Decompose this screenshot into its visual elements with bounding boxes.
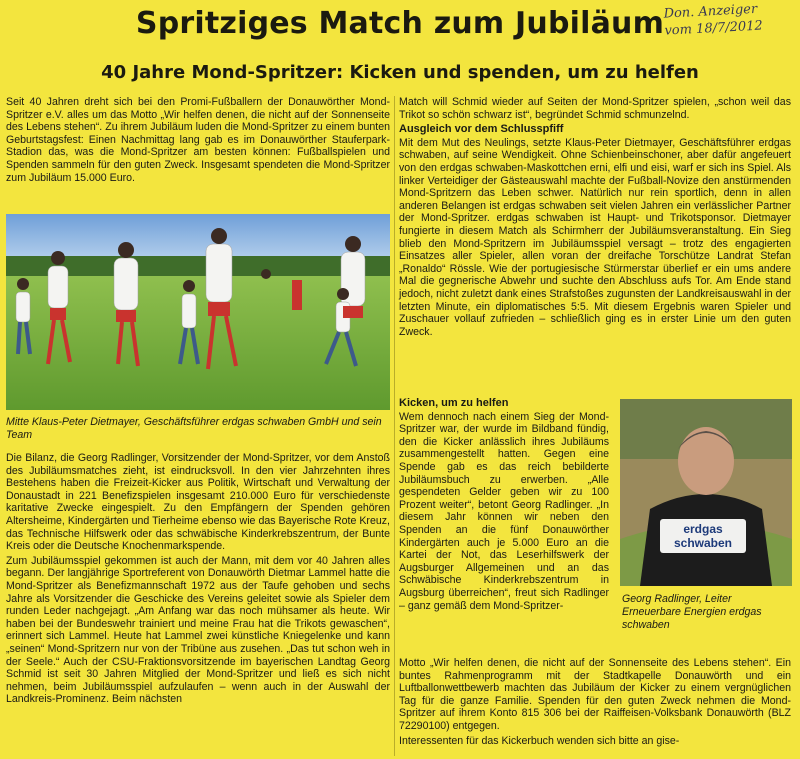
radlinger-paragraph: Die Bilanz, die Georg Radlinger, Vorsitzender der Mond-Spritzer, vor dem Anstoß des Jubiläumsmatches zieht, ist eindrucksvoll. In den vier Jahrzehnten ihres Bestehens haben die Freizeit-Kicker aus Politik, Wirtschaft und Verwaltung der Donaustadt in 221 Benefizspielen insgesamt 210.000 Euro für verschiedenste karitative Zwecke eingespielt. Zu den Empfängern der Spenden gehören Altersheime, Kindergärten und Tierheime ebenso wie das Bayerische Rote Kreuz, das Technische Hilfswerk oder das schwäbische Kinderkrebszentrum, der Bunte Kreis oder die Deutsche Knochenmarkspende.	[6, 452, 390, 553]
right-middle	[399, 396, 609, 614]
section-heading-kicken: Kicken, um zu helfen	[399, 397, 509, 409]
team-photo-graphic	[6, 214, 390, 410]
bildband-paragraph: Wem dennoch nach einem Sieg der Mond-Spritzer war, der wurde im Bildband fündig, den die Kicker anlässlich ihres Jubiläums zusammengestellt hatten. Gegen eine Spende gab es das reich bebilderte Jubiläumsbuch zu erwerben. „Alle gespendeten Gelder geben wir zu 100 Prozent weiter“, betont Georg Radlinger. „In diesem Jahr können wir neben den Spenden an die fünf Donauwörther Kindergärten auch je 5.000 Euro an die Kartei der Not, das Leserhilfswerk der Augsburger Allgemeinen und an das Schwäbische Kinderkrebszentrum in Augsburg überreichen“, freut sich Radlinger – ganz gemäß dem Mond-Spritzer-	[399, 410, 609, 612]
radlinger-photo-graphic	[620, 399, 792, 586]
radlinger-photo-caption: Georg Radlinger, Leiter Erneuerbare Energien erdgas schwaben	[622, 593, 762, 631]
schmid-paragraph: Match will Schmid wieder auf Seiten der Mond-Spritzer spielen, „schon weil das Trikot so schön schwarz ist“, begründet Schmid schmunzelnd.	[399, 96, 791, 121]
subheadline: 40 Jahre Mond-Spritzer: Kicken und spenden, um zu helfen	[101, 62, 699, 83]
right-bottom	[399, 657, 791, 757]
section-heading-ausgleich: Ausgleich vor dem Schlusspfiff	[399, 123, 564, 136]
lammel-paragraph: Zum Jubiläumsspiel gekommen ist auch der Mann, mit dem vor 40 Jahren alles begann. Der langjährige Sportreferent von Donauwörth Dietmar Lammel hatte die Mond-Spritzer als Benefizmannschaft 1972 aus der Taufe gehoben und sechs Jahre als Vorsitzender die Geschicke des Vereins geleitet sowie als Spieler dem runden Leder nachgejagt. „Am Anfang war das noch mühsamer als heute. Wir haben bei der Bundeswehr trainiert und meine Frau hat die Trikots gewaschen“, erinnert sich Lammel. Heute hat Lammel zwei künstliche Kniegelenke und kann „seinen“ Mond-Spritzern nur von der Tribüne aus zusehen. „Das tut schon weh in der Seele.“ Auch der CSU-Fraktionsvorsitzende im bayerischen Landtag Georg Schmid ist seit 30 Jahren Mitglied der Mond-Spritzer und ließ es sich nicht nehmen, beim Jubiläumsspiel aufzulaufen – wenn auch in der Auswahl der Landkreis-Prominenz. Beim nächsten	[6, 554, 390, 706]
handwritten-source: Don. Anzeiger	[663, 1, 758, 22]
intro-paragraph: Seit 40 Jahren dreht sich bei den Promi-Fußballern der Donauwörther Mond-Spritzer e.V. alles um das Motto „Wir helfen denen, die nicht auf der Sonnenseite des Lebens stehen“. Zu ihrem Jubiläum luden die Mond-Spritzer zu einem bunten Geburtstagsfest: Einen Nachmittag lang gab es im Donauwörther Stauferpark-Stadion das, was die Mond-Spritzer am besten können: Fußballspielen und Spenden sammeln für den guten Zweck. Insgesamt spendeten die Mond-Spritzer zum Jubiläum 15.000 Euro.	[6, 96, 390, 184]
kickerbuch-paragraph: Interessenten für das Kickerbuch wenden sich bitte an gise-	[399, 734, 680, 747]
left-body	[6, 452, 390, 756]
dietmayer-paragraph: Mit dem Mut des Neulings, setzte Klaus-Peter Dietmayer, Geschäftsführer erdgas schwaben, auf seine Wendigkeit. Ohne Schienbeinschoner, aber dafür angefeuert von den erdgas schwaben-Maskottchen erni, elfi und eisi, warf er sich ins Spiel. Als linker Verteidiger der Gästeauswahl machte der Fußball-Novize den anstürmenden Mond-Spritzern das Leben schwer. Natürlich nur rein sportlich, denn in allen anderen Belangen ist erdgas schwaben seit vielen Jahren ein verlässlicher Partner der Mond-Spritzer. erdgas schwaben ist Haupt- und Trikotsponsor. Dietmayer fungierte in diesem Match als Schirmherr der Jubiläumsveranstaltung. Ein Sieg blieb den Mond-Spritzern im Jubiläumsspiel versagt – trotz des engagierten Einsatzes aller Spieler, allen voran der dreifache Torschütze Landrat Stefan „Ronaldo“ Rössle. Wie der portugiesische Stürmerstar überlief er ein ums andere Mal die gegnerische Abwehr und suchte den Abschluss aufs Tor. Am Ende stand jedoch, nicht zuletzt dank eines Strafstoßes zugunsten der Landkreisauswahl in der letzten Minute, ein diplomatisches 5:5. Mit diesem Ergebnis waren Spieler und Zuschauer vollauf zufrieden – schließlich ging es in erster Linie um den guten Zweck.	[399, 136, 791, 338]
shirt-text-schwaben: schwaben	[673, 536, 733, 550]
headline: Spritziges Match zum Jubiläum	[135, 6, 665, 41]
shirt-text-erdgas: erdgas	[683, 522, 723, 536]
team-photo-caption: Mitte Klaus-Peter Dietmayer, Geschäftsführer erdgas schwaben GmbH und sein Team	[6, 416, 382, 441]
radlinger-photo	[620, 399, 792, 586]
column-divider	[394, 96, 395, 756]
team-photo	[6, 214, 390, 410]
left-intro	[6, 96, 390, 186]
right-top	[399, 96, 791, 340]
handwritten-date: vom 18/7/2012	[664, 18, 764, 39]
motto-paragraph: Motto „Wir helfen denen, die nicht auf der Sonnenseite des Lebens stehen“. Ein buntes Rahmenprogramm mit der Stadtkapelle Donauwörth und ein Luftballonwettbewerb machten das Jubiläum der Kicker zu einem vergnüglichen Tag für die ganze Familie. Spenden für den guten Zweck nehmen die Mond-Spritzer auf ihrem Konto 815 306 bei der Raiffeisen-Volksbank Donauwörth (BLZ 72290100) entgegen.	[399, 657, 791, 732]
